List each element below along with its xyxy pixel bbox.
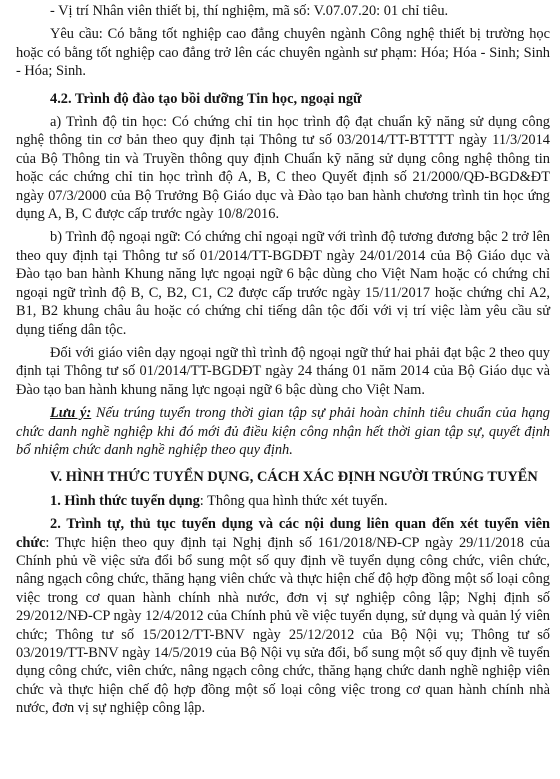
foreign-language-paragraph: b) Trình độ ngoại ngữ: Có chứng chỉ ngoại ngữ với trình độ tương đương bậc 2 trở lên theo quy định tại Thông tư số 01/2014/TT-BGDĐT ngày 24/01/2014 của Bộ Giáo dục và Đào tạo ban hành Khung năng lực ngoại ngữ 6 bậc dùng cho Việt Nam hoặc có chứng chỉ ngoại ngữ trình độ B, C, B2, C1, C2 được cấp trước ngày 15/11/2017 hoặc chứng chỉ A2, B1, B2 khung châu âu hoặc có chứng chỉ tiếng dân tộc đối với vị trí việc làm yêu cầu sử dụng tiếng dân tộc. — [16, 229, 550, 338]
recruitment-form-label: 1. Hình thức tuyển dụng — [50, 492, 200, 509]
it-skill-paragraph: a) Trình độ tin học: Có chứng chỉ tin học trình độ đạt chuẩn kỹ năng sử dụng công nghệ thông tin cơ bản theo quy định tại Thông tư số 03/2014/TT-BTTTT ngày 11/3/2014 của Bộ Thông tin và Truyền thông quy định Chuẩn kỹ năng sử dụng công nghệ thông tin hoặc các chứng chỉ tin học trình độ A, B, C theo Quyết định số 21/2000/QĐ-BGD&ĐT ngày 07/3/2000 của Bộ Trưởng Bộ Giáo dục và Đào tạo ban hành chương trình tin học ứng dụng A, B, C được cấp trước ngày 10/8/2016. — [16, 114, 550, 223]
language-teacher-paragraph: Đối với giáo viên dạy ngoại ngữ thì trình độ ngoại ngữ thứ hai phải đạt bậc 2 theo quy định tại Thông tư số 01/2014/TT-BGDĐT ngày 24 tháng 01 năm 2014 của Bộ Giáo dục và Đào tạo ban hành khung năng lực ngoại ngữ 6 bậc dùng cho Việt Nam. — [16, 344, 550, 398]
position-line: - Vị trí Nhân viên thiết bị, thí nghiệm, mã số: V.07.07.20: 01 chỉ tiêu. — [50, 3, 449, 19]
section-heading-4-2: 4.2. Trình độ đào tạo bồi dưỡng Tin học, ngoại ngữ — [50, 90, 362, 107]
note-label: Lưu ý: — [50, 405, 92, 422]
recruitment-form-paragraph — [16, 492, 550, 510]
recruitment-procedure-text: : Thực hiện theo quy định tại Nghị định số 161/2018/NĐ-CP ngày 29/11/2018 của Chính phủ về việc sửa đổi bổ sung một số quy định về tuyển dụng công chức, viên chức, nâng ngạch công chức, thăng hạng viên chức và thực hiện chế độ hợp đồng một số loại công việc trong cơ quan hành chính nhà nước, đơn vị sự nghiệp công lập; Nghị định số 29/2012/NĐ-CP ngày 12/4/2012 của Chính phủ về việc tuyển dụng, sử dụng và quản lý viên chức; Thông tư số 15/2012/TT-BNV ngày 25/12/2012 của Bộ Nội vụ; Thông tư số 03/2019/TT-BNV ngày 14/5/2019 của Bộ Nội vụ sửa đổi, bổ sung một số quy định về tuyển dụng công chức, viên chức, nâng ngạch công chức, thăng hạng chức danh nghề nghiệp viên chức và thực hiện chế độ hợp đồng một số loại công việc trong cơ quan hành chính nhà nước, đơn vị sự nghiệp công lập. — [16, 534, 550, 717]
recruitment-form-text: : Thông qua hình thức xét tuyển. — [199, 492, 388, 509]
note-text: Nếu trúng tuyển trong thời gian tập sự phải hoàn chỉnh tiêu chuẩn của hạng chức danh nghề nghiệp khi đó mới đủ điều kiện công nhận hết thời gian tập sự, quyết định bổ nhiệm chức danh nghề nghiệp theo quy định. — [16, 405, 550, 458]
recruitment-procedure-label: 2. Trình tự, thủ tục tuyển dụng và các nội dung liên quan đến xét tuyển viên chức — [16, 516, 550, 551]
note-paragraph — [16, 404, 550, 459]
section-heading-v: V. HÌNH THỨC TUYỂN DỤNG, CÁCH XÁC ĐỊNH NGƯỜI TRÚNG TUYỂN — [50, 469, 538, 486]
recruitment-procedure-paragraph — [16, 515, 550, 717]
requirement-paragraph: Yêu cầu: Có bằng tốt nghiệp cao đẳng chuyên ngành Công nghệ thiết bị trường học hoặc có bằng tốt nghiệp cao đẳng trở lên các chuyên ngành sư phạm: Hóa; Hóa - Sinh; Sinh - Hóa; Sinh. — [16, 26, 550, 80]
